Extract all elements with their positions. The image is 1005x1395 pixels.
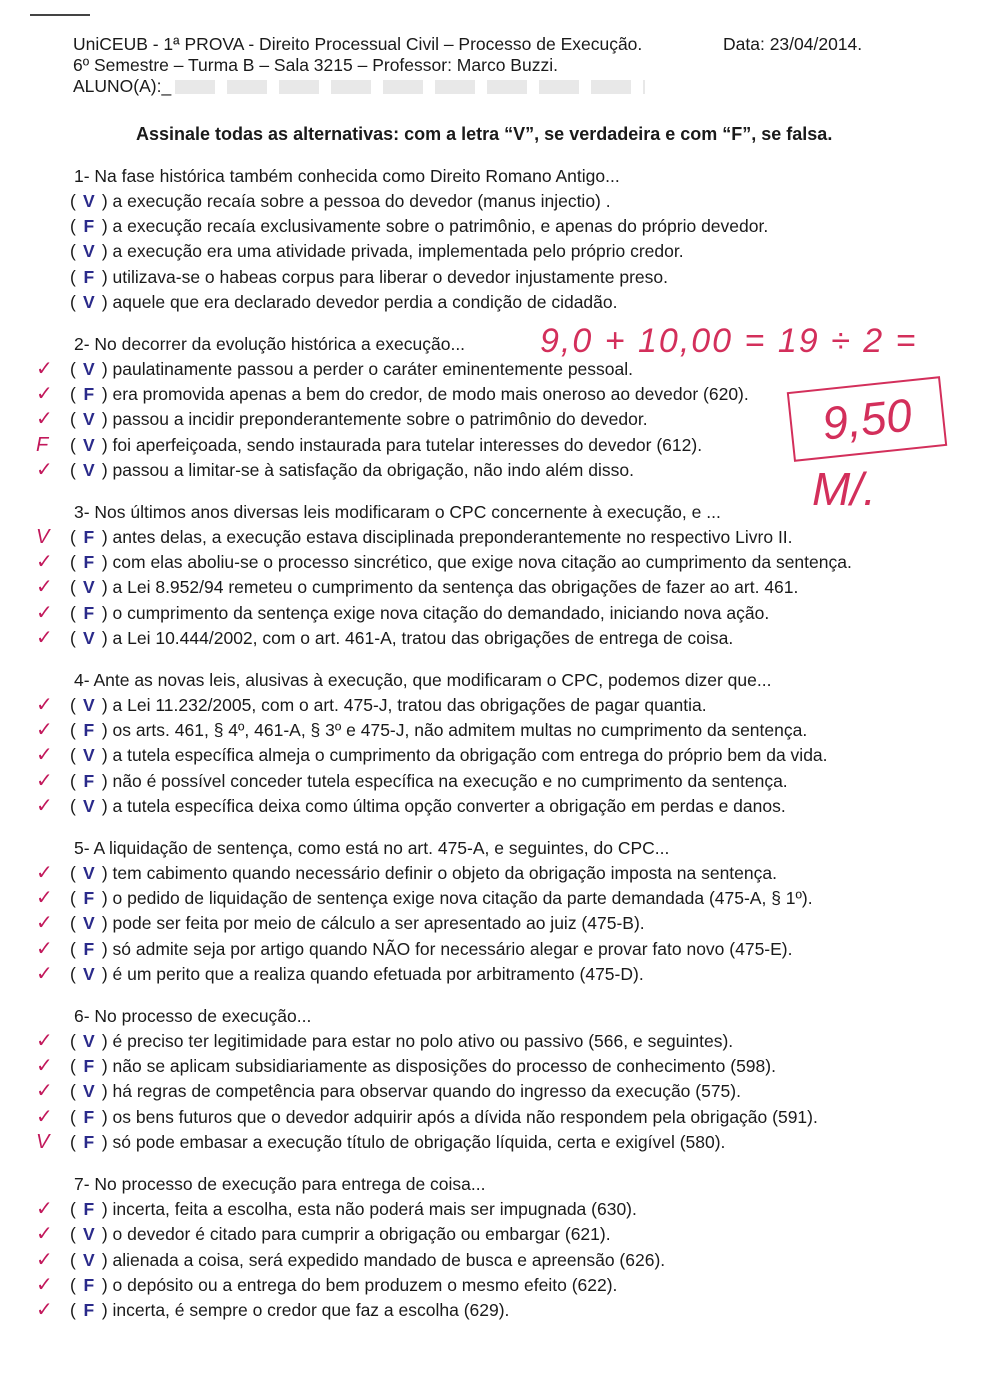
grader-check-mark: ✓	[36, 1223, 53, 1246]
answer-mark[interactable]: V	[82, 434, 95, 455]
answer-mark[interactable]: V	[82, 913, 95, 934]
grader-check-mark: ✓	[36, 383, 53, 406]
alternative-item: ✓ ( V ) pode ser feita por meio de cálculo a ser apresentado ao juiz (475-B).	[70, 911, 930, 936]
alternative-text: paulatinamente passou a perder o caráter eminentemente pessoal.	[112, 359, 633, 380]
question-title: 7- No processo de execução para entrega de coisa...	[74, 1174, 486, 1195]
grader-check-mark: ✓	[36, 1080, 53, 1103]
alternative-item: ✓ ( V ) é um perito que a realiza quando efetuada por arbitramento (475-D).	[70, 962, 930, 987]
question-title: 1- Na fase histórica também conhecida como Direito Romano Antigo...	[74, 166, 620, 186]
alternative-item: ✓ ( V ) a tutela específica deixa como última opção converter a obrigação em perdas e danos.	[70, 794, 930, 819]
alternative-text: não é possível conceder tutela específica na execução e no cumprimento da sentença.	[112, 770, 788, 791]
alternative-text: é preciso ter legitimidade para estar no polo ativo ou passivo (566, e seguintes).	[112, 1031, 734, 1052]
answer-mark[interactable]: F	[83, 384, 95, 405]
grader-check-mark: ✓	[36, 1198, 53, 1221]
alternative-item: ✓ ( F ) só admite seja por artigo quando NÃO for necessário alegar e provar fato novo (475-E).	[70, 937, 930, 962]
alternative-item: ✓ ( V ) tem cabimento quando necessário definir o objeto da obrigação imposta na sentença.	[70, 861, 930, 886]
alternative-item: ✓ ( F ) não é possível conceder tutela específica na execução e no cumprimento da sentença.	[70, 769, 930, 794]
answer-mark[interactable]: F	[83, 938, 95, 959]
alternative-text: a tutela específica almeja o cumprimento da obrigação com entrega do próprio bem da vida.	[112, 745, 828, 766]
alternative-text: há regras de competência para observar quando do ingresso da execução (575).	[112, 1081, 741, 1102]
alternative-item: ✓ ( V ) a tutela específica almeja o cumprimento da obrigação com entrega do próprio bem da vida.	[70, 743, 930, 768]
instructions: Assinale todas as alternativas: com a letra “V”, se verdadeira e com “F”, se falsa.	[136, 124, 833, 144]
alternative-item: ✓ ( V ) passou a limitar-se à satisfação da obrigação, não indo além disso.	[70, 458, 930, 483]
grader-check-mark: ✓	[36, 962, 53, 985]
grader-check-mark: ✓	[36, 601, 53, 624]
answer-mark[interactable]: V	[82, 191, 95, 211]
grader-check-mark: ✓	[36, 694, 53, 717]
grader-check-mark: ✓	[36, 1273, 53, 1296]
question-5	[36, 836, 930, 987]
answer-mark[interactable]: F	[83, 1299, 95, 1320]
alternative-item: ✓ ( V ) paulatinamente passou a perder o caráter eminentemente pessoal.	[70, 357, 930, 382]
grader-check-mark: V	[36, 1130, 50, 1153]
grader-check-mark: ✓	[36, 626, 53, 649]
grader-check-mark: ✓	[36, 862, 53, 885]
alternative-item: ✓ ( F ) com elas aboliu-se o processo sincrético, que exige nova citação ao cumprimento da sentença.	[70, 550, 930, 575]
alternative-text: era promovida apenas a bem do credor, de modo mais oneroso ao devedor (620).	[112, 384, 749, 405]
alternative-text: os bens futuros que o devedor adquirir após a dívida não respondem pela obrigação (591).	[112, 1106, 818, 1127]
alternative-text: passou a incidir preponderantemente sobre o patrimônio do devedor.	[112, 409, 648, 430]
answer-mark[interactable]: V	[82, 795, 95, 816]
alternative-text: foi aperfeiçoada, sendo instaurada para tutelar interesses do devedor (612).	[112, 434, 703, 455]
alternative-text: tem cabimento quando necessário definir o objeto da obrigação imposta na sentença.	[112, 863, 777, 884]
alternative-text: antes delas, a execução estava disciplinada preponderantemente no respectivo Livro II.	[112, 527, 793, 548]
alternative-text: a tutela específica deixa como última opção converter a obrigação em perdas e danos.	[112, 795, 786, 816]
grade-calculation: 9,0 + 10,00 = 19 ÷ 2 =	[540, 322, 918, 360]
alternative-item: ✓ ( F ) o cumprimento da sentença exige nova citação do demandado, iniciando nova ação.	[70, 601, 930, 626]
grader-check-mark: ✓	[36, 576, 53, 599]
answer-mark[interactable]: V	[82, 1081, 95, 1102]
grader-check-mark: ✓	[36, 551, 53, 574]
answer-mark[interactable]: V	[82, 241, 95, 262]
alternative-item: ✓ ( F ) incerta, é sempre o credor que faz a escolha (629).	[70, 1298, 930, 1323]
answer-mark[interactable]: F	[83, 1106, 95, 1127]
final-grade: 9,50	[819, 388, 915, 450]
grader-check-mark: V	[36, 526, 50, 549]
answer-mark[interactable]: V	[82, 409, 95, 430]
alternative-text: o devedor é citado para cumprir a obrigação ou embargar (621).	[112, 1224, 611, 1245]
question-7	[36, 1172, 930, 1323]
grader-check-mark: ✓	[36, 769, 53, 792]
alternative-item: ✓ ( V ) há regras de competência para observar quando do ingresso da execução (575).	[70, 1079, 930, 1104]
grader-check-mark: ✓	[36, 458, 53, 481]
grader-check-mark: ✓	[36, 719, 53, 742]
alternative-item: ✓ ( V ) a Lei 11.232/2005, com o art. 475-J, tratou das obrigações de pagar quantia.	[70, 693, 930, 718]
alternative-text: é um perito que a realiza quando efetuada por arbitramento (475-D).	[112, 963, 644, 984]
alternative-text: os arts. 461, § 4º, 461-A, § 3º e 475-J, não admitem multas no cumprimento da sentença.	[112, 720, 808, 741]
answer-mark[interactable]: V	[82, 1224, 95, 1245]
alternative-text: aquele que era declarado devedor perdia a condição de cidadão.	[112, 291, 618, 312]
alternative-item: V ( F ) só pode embasar a execução título de obrigação líquida, certa e exigível (580).	[70, 1130, 930, 1155]
alternative-text: a execução era uma atividade privada, implementada pelo próprio credor.	[112, 241, 684, 262]
grader-check-mark: ✓	[36, 1298, 53, 1321]
answer-mark[interactable]: F	[83, 1199, 95, 1220]
questions-list	[36, 164, 930, 1340]
grader-check-mark: ✓	[36, 408, 53, 431]
grader-signature: M/.	[812, 463, 876, 515]
alternative-item: ( V ) aquele que era declarado devedor perdia a condição de cidadão.	[70, 290, 930, 315]
question-3	[36, 500, 930, 651]
alternative-item: ✓ ( F ) incerta, feita a escolha, esta não poderá mais ser impugnada (630).	[70, 1197, 930, 1222]
grader-check-mark: ✓	[36, 1055, 53, 1078]
alternative-text: não se aplicam subsidiariamente as disposições do processo de conhecimento (598).	[112, 1056, 776, 1077]
grader-check-mark: ✓	[36, 358, 53, 381]
alternative-item: ( V ) a execução era uma atividade privada, implementada pelo próprio credor.	[70, 239, 930, 264]
header-student-line	[73, 76, 645, 97]
alternative-item: ✓ ( V ) a Lei 8.952/94 remeteu o cumprimento da sentença das obrigações de fazer ao art. 461.	[70, 575, 930, 600]
exam-header	[73, 34, 863, 97]
alternative-item: ( F ) utilizava-se o habeas corpus para liberar o devedor injustamente preso.	[70, 265, 930, 290]
alternative-text: incerta, feita a escolha, esta não poderá mais ser impugnada (630).	[112, 1199, 637, 1220]
alternative-item: ( V ) a execução recaía sobre a pessoa do devedor (manus injectio) .	[70, 189, 930, 214]
alternative-text: a execução recaía exclusivamente sobre o patrimônio, e apenas do próprio devedor.	[112, 216, 769, 237]
answer-mark[interactable]: V	[82, 459, 95, 480]
alternative-text: a Lei 10.444/2002, com o art. 461-A, tratou das obrigações de entrega de coisa.	[112, 627, 734, 648]
alternative-item: ✓ ( V ) a Lei 10.444/2002, com o art. 461-A, tratou das obrigações de entrega de coisa.	[70, 626, 930, 651]
alternative-text: com elas aboliu-se o processo sincrético, que exige nova citação ao cumprimento da sentença.	[112, 552, 852, 573]
alternative-text: a Lei 11.232/2005, com o art. 475-J, tratou das obrigações de pagar quantia.	[112, 695, 707, 716]
answer-mark[interactable]: V	[82, 1031, 95, 1052]
answer-mark[interactable]: V	[82, 745, 95, 766]
header-class-line: 6º Semestre – Turma B – Sala 3215 – Professor: Marco Buzzi.	[73, 55, 558, 75]
question-4	[36, 668, 930, 819]
alternative-item: ✓ ( V ) o devedor é citado para cumprir a obrigação ou embargar (621).	[70, 1222, 930, 1247]
answer-mark[interactable]: V	[82, 1249, 95, 1270]
alternative-item: ( F ) a execução recaía exclusivamente sobre o patrimônio, e apenas do próprio devedor.	[70, 214, 930, 239]
answer-mark[interactable]: F	[83, 552, 95, 573]
answer-mark[interactable]: F	[83, 720, 95, 741]
alternative-text: a execução recaía sobre a pessoa do devedor (manus injectio) .	[112, 191, 611, 211]
alternative-text: pode ser feita por meio de cálculo a ser apresentado ao juiz (475-B).	[112, 913, 645, 934]
grader-check-mark: ✓	[36, 1030, 53, 1053]
grader-check-mark: ✓	[36, 937, 53, 960]
alternative-item: ✓ ( F ) não se aplicam subsidiariamente as disposições do processo de conhecimento (598).	[70, 1054, 930, 1079]
header-course-line: UniCEUB - 1ª PROVA - Direito Processual Civil – Processo de Execução.	[73, 34, 643, 54]
answer-mark[interactable]: F	[83, 527, 95, 548]
answer-mark[interactable]: F	[83, 1274, 95, 1295]
alternative-item: ✓ ( F ) os arts. 461, § 4º, 461-A, § 3º e 475-J, não admitem multas no cumprimento da sentença.	[70, 718, 930, 743]
answer-mark[interactable]: F	[83, 602, 95, 623]
answer-mark[interactable]: V	[82, 695, 95, 716]
grader-check-mark: F	[36, 433, 49, 456]
answer-mark[interactable]: F	[83, 1056, 95, 1077]
question-2	[36, 332, 930, 483]
answer-mark[interactable]: F	[83, 888, 95, 909]
alternative-text: só admite seja por artigo quando NÃO for necessário alegar e provar fato novo (475-E).	[112, 938, 793, 959]
scan-artifact-line	[30, 14, 90, 16]
alternative-item: ✓ ( F ) os bens futuros que o devedor adquirir após a dívida não respondem pela obrigação (591).	[70, 1105, 930, 1130]
grader-check-mark: ✓	[36, 887, 53, 910]
alternative-text: só pode embasar a execução título de obrigação líquida, certa e exigível (580).	[112, 1131, 726, 1152]
student-label: ALUNO(A):_	[73, 76, 172, 96]
alternative-item: ✓ ( F ) era promovida apenas a bem do credor, de modo mais oneroso ao devedor (620).	[70, 382, 930, 407]
alternative-text: o cumprimento da sentença exige nova citação do demandado, iniciando nova ação.	[112, 602, 770, 623]
alternative-text: o depósito ou a entrega do bem produzem o mesmo efeito (622).	[112, 1274, 618, 1295]
grader-check-mark: ✓	[36, 744, 53, 767]
header-date: Data: 23/04/2014.	[723, 34, 863, 54]
question-1	[70, 164, 930, 315]
alternative-text: alienada a coisa, será expedido mandado de busca e apreensão (626).	[112, 1249, 666, 1270]
alternative-item: ✓ ( V ) passou a incidir preponderantemente sobre o patrimônio do devedor.	[70, 407, 930, 432]
grader-check-mark: ✓	[36, 1248, 53, 1271]
answer-mark[interactable]: F	[83, 266, 95, 287]
alternative-item: ✓ ( V ) é preciso ter legitimidade para estar no polo ativo ou passivo (566, e seguintes).	[70, 1029, 930, 1054]
alternative-item: ✓ ( F ) o depósito ou a entrega do bem produzem o mesmo efeito (622).	[70, 1273, 930, 1298]
grader-check-mark: ✓	[36, 1105, 53, 1128]
grader-check-mark: ✓	[36, 912, 53, 935]
answer-mark[interactable]: V	[82, 359, 95, 380]
redacted-name	[175, 80, 645, 94]
grader-check-mark: ✓	[36, 794, 53, 817]
question-title: 2- No decorrer da evolução histórica a execução...	[74, 334, 466, 355]
answer-mark[interactable]: V	[82, 627, 95, 648]
alternative-item: V ( F ) antes delas, a execução estava disciplinada preponderantemente no respectivo Livro II.	[70, 525, 930, 550]
answer-mark[interactable]: V	[82, 577, 95, 598]
alternative-item: ✓ ( V ) alienada a coisa, será expedido mandado de busca e apreensão (626).	[70, 1248, 930, 1273]
alternative-text: o pedido de liquidação de sentença exige nova citação da parte demandada (475-A, § 1º).	[112, 888, 813, 909]
alternative-item: ✓ ( F ) o pedido de liquidação de sentença exige nova citação da parte demandada (475-A, § 1º).	[70, 886, 930, 911]
alternative-text: a Lei 8.952/94 remeteu o cumprimento da sentença das obrigações de fazer ao art. 461.	[112, 577, 799, 598]
answer-mark[interactable]: V	[82, 963, 95, 984]
alternative-item: F ( V ) foi aperfeiçoada, sendo instaurada para tutelar interesses do devedor (612).	[70, 433, 930, 458]
question-title: 5- A liquidação de sentença, como está no art. 475-A, e seguintes, do CPC...	[74, 838, 670, 859]
question-6	[36, 1004, 930, 1155]
question-title: 4- Ante as novas leis, alusivas à execução, que modificaram o CPC, podemos dizer que...	[74, 670, 772, 691]
alternative-text: incerta, é sempre o credor que faz a escolha (629).	[112, 1299, 510, 1320]
answer-mark[interactable]: F	[83, 770, 95, 791]
alternative-text: passou a limitar-se à satisfação da obrigação, não indo além disso.	[112, 459, 634, 480]
question-title: 3- Nos últimos anos diversas leis modificaram o CPC concernente à execução, e ...	[74, 502, 721, 523]
answer-mark[interactable]: F	[83, 216, 95, 237]
answer-mark[interactable]: V	[82, 291, 95, 312]
answer-mark[interactable]: F	[83, 1131, 95, 1152]
answer-mark[interactable]: V	[82, 863, 95, 884]
question-title: 6- No processo de execução...	[74, 1006, 312, 1027]
alternative-text: utilizava-se o habeas corpus para liberar o devedor injustamente preso.	[112, 266, 668, 287]
